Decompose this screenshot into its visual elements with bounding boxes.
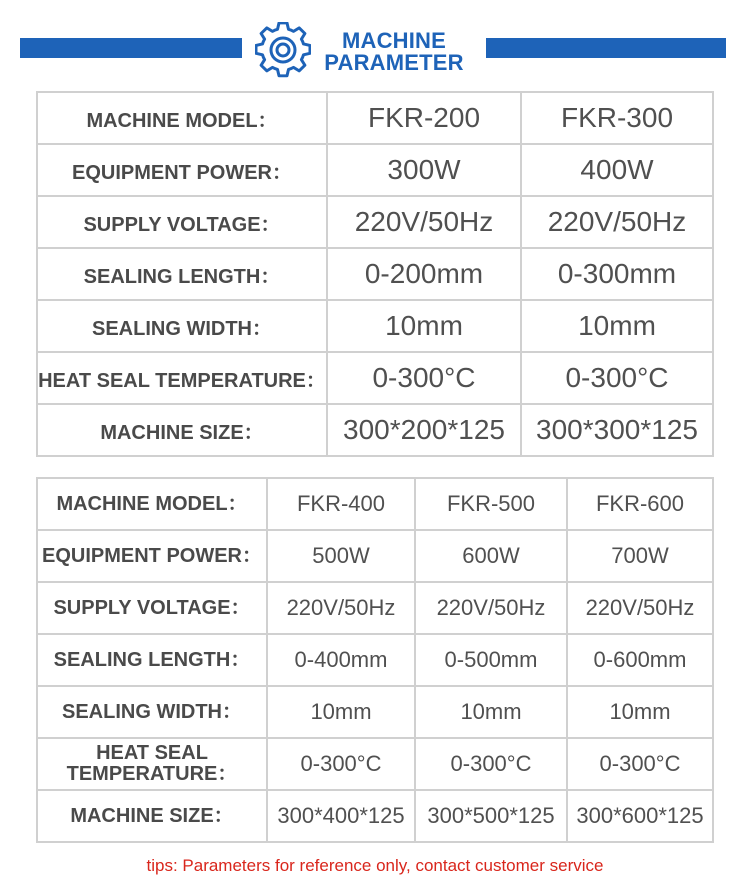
table-row bbox=[37, 352, 713, 404]
row-label: SEALING LENGTH： bbox=[37, 634, 267, 686]
table-row bbox=[37, 92, 713, 144]
row-value: FKR-600 bbox=[567, 478, 713, 530]
row-label: HEAT SEAL TEMPERATURE： bbox=[37, 352, 327, 404]
table-row bbox=[37, 404, 713, 456]
row-value: 0-300°C bbox=[267, 738, 415, 790]
table-row bbox=[37, 686, 713, 738]
row-label: SEALING WIDTH： bbox=[37, 300, 327, 352]
row-label: EQUIPMENT POWER： bbox=[37, 530, 267, 582]
table-row bbox=[37, 790, 713, 842]
row-label bbox=[37, 738, 267, 790]
row-value: 10mm bbox=[521, 300, 713, 352]
row-value: 0-300°C bbox=[327, 352, 521, 404]
row-value: 10mm bbox=[415, 686, 567, 738]
row-value: 10mm bbox=[567, 686, 713, 738]
row-value: 300W bbox=[327, 144, 521, 196]
row-value: 220V/50Hz bbox=[267, 582, 415, 634]
row-label: EQUIPMENT POWER： bbox=[37, 144, 327, 196]
section-title bbox=[314, 30, 474, 74]
row-value: 10mm bbox=[267, 686, 415, 738]
table-row bbox=[37, 738, 713, 790]
row-value: FKR-400 bbox=[267, 478, 415, 530]
tips-note: tips: Parameters for reference only, contact customer service bbox=[146, 856, 604, 875]
table-row bbox=[37, 478, 713, 530]
row-value: 500W bbox=[267, 530, 415, 582]
table-row bbox=[37, 634, 713, 686]
row-value: 300*200*125 bbox=[327, 404, 521, 456]
title-line-machine: MACHINE bbox=[341, 28, 447, 53]
row-label: SEALING LENGTH： bbox=[37, 248, 327, 300]
row-label: SUPPLY VOLTAGE： bbox=[37, 582, 267, 634]
row-value: 300*600*125 bbox=[567, 790, 713, 842]
header-divider-left bbox=[20, 38, 242, 58]
row-label: SEALING WIDTH： bbox=[37, 686, 267, 738]
row-label-line2: TEMPERATURE： bbox=[66, 763, 238, 785]
header-divider-right bbox=[486, 38, 726, 58]
row-value: 600W bbox=[415, 530, 567, 582]
row-value: FKR-500 bbox=[415, 478, 567, 530]
parameter-table-fkr-200-300 bbox=[36, 91, 714, 457]
row-value: 0-300°C bbox=[521, 352, 713, 404]
row-label: MACHINE MODEL： bbox=[37, 478, 267, 530]
row-value: 400W bbox=[521, 144, 713, 196]
row-value: 300*500*125 bbox=[415, 790, 567, 842]
table-row bbox=[37, 300, 713, 352]
row-value: 0-300°C bbox=[567, 738, 713, 790]
row-value: 220V/50Hz bbox=[521, 196, 713, 248]
row-value: 700W bbox=[567, 530, 713, 582]
row-label-line1: HEAT SEAL bbox=[96, 742, 208, 764]
row-value: 0-200mm bbox=[327, 248, 521, 300]
row-label: SUPPLY VOLTAGE： bbox=[37, 196, 327, 248]
row-value: 300*400*125 bbox=[267, 790, 415, 842]
row-label: MACHINE MODEL： bbox=[37, 92, 327, 144]
table-row bbox=[37, 582, 713, 634]
row-value: 0-300°C bbox=[415, 738, 567, 790]
row-value: 0-500mm bbox=[415, 634, 567, 686]
table-row bbox=[37, 144, 713, 196]
row-label: MACHINE SIZE： bbox=[37, 404, 327, 456]
row-value: 300*300*125 bbox=[521, 404, 713, 456]
row-value: 220V/50Hz bbox=[415, 582, 567, 634]
gear-icon bbox=[255, 22, 311, 78]
row-value: 0-600mm bbox=[567, 634, 713, 686]
row-value: 0-300mm bbox=[521, 248, 713, 300]
row-label: MACHINE SIZE： bbox=[37, 790, 267, 842]
row-value: 220V/50Hz bbox=[327, 196, 521, 248]
table-row bbox=[37, 530, 713, 582]
table-row bbox=[37, 196, 713, 248]
row-value: 0-400mm bbox=[267, 634, 415, 686]
row-value: FKR-300 bbox=[521, 92, 713, 144]
title-line-parameter: PARAMETER bbox=[324, 50, 464, 75]
row-value: FKR-200 bbox=[327, 92, 521, 144]
parameter-table-fkr-400-600 bbox=[36, 477, 714, 843]
table-row bbox=[37, 248, 713, 300]
row-value: 220V/50Hz bbox=[567, 582, 713, 634]
row-value: 10mm bbox=[327, 300, 521, 352]
